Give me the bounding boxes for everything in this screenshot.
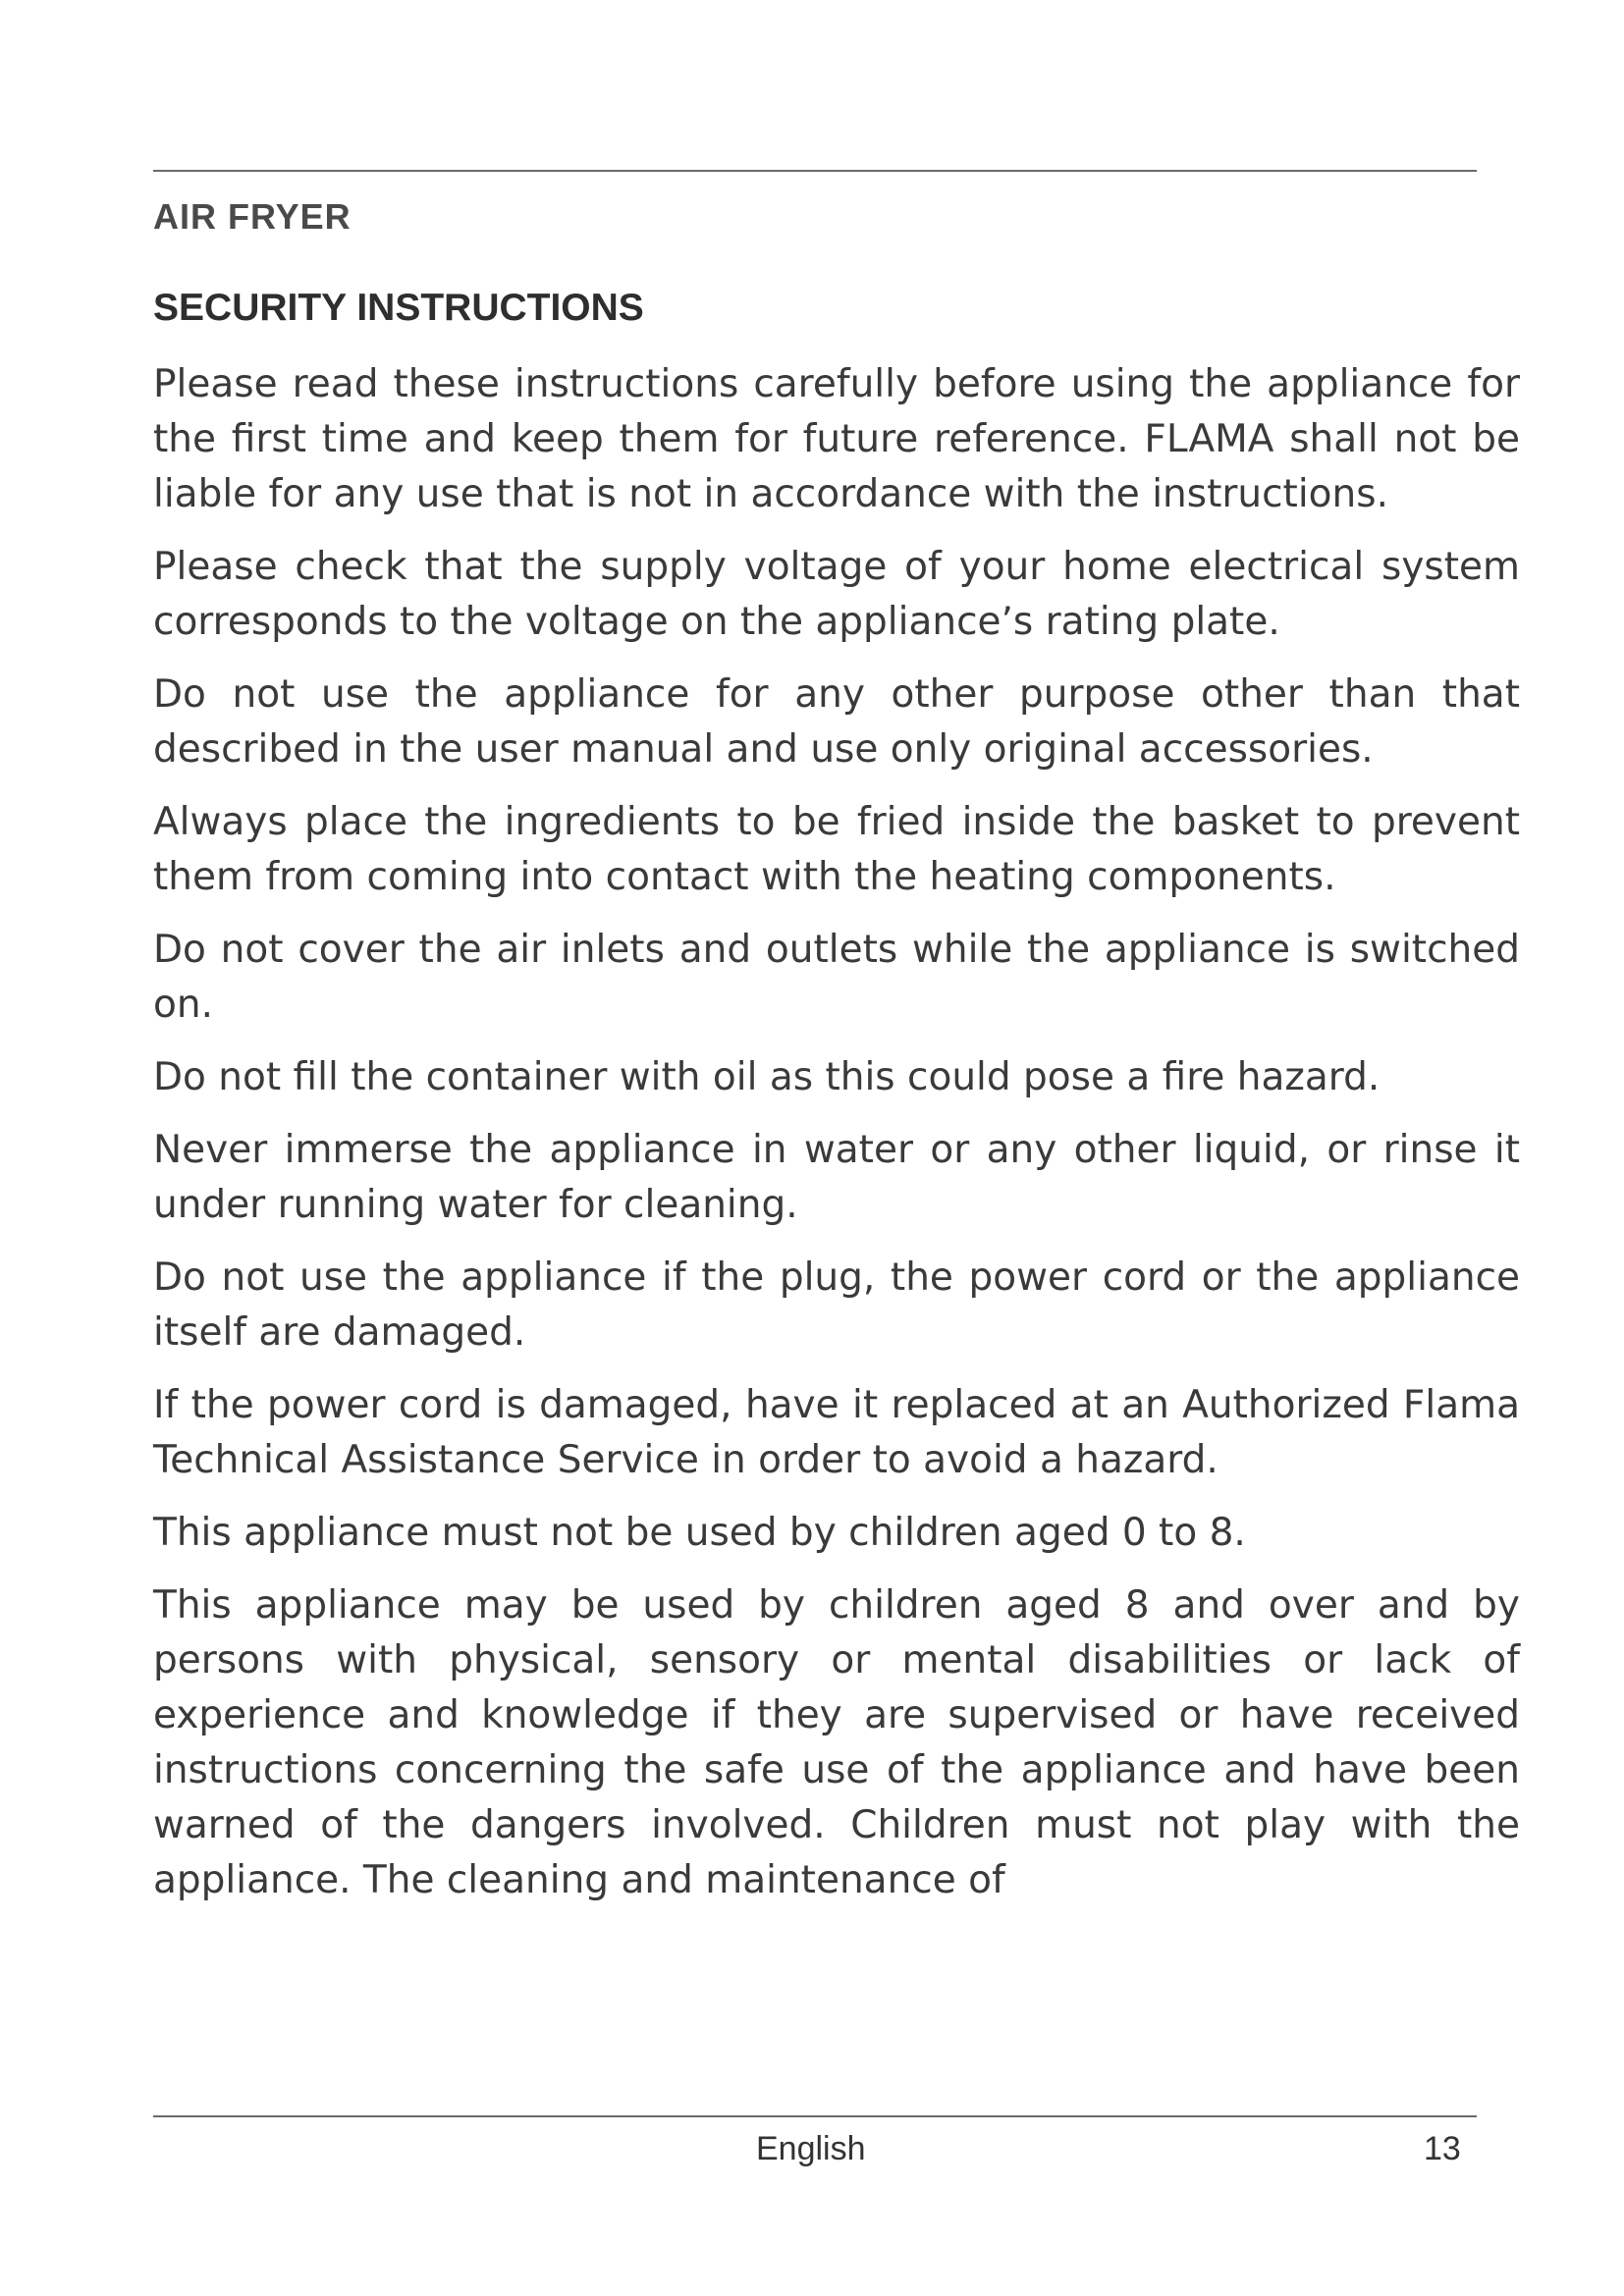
paragraph: Do not cover the air inlets and outlets while the appliance is switched on. — [153, 928, 1520, 1027]
paragraph: If the power cord is damaged, have it replaced at an Authorized Flama Technical Assistance Service in order to avoid a hazard. — [153, 1383, 1520, 1482]
top-divider — [153, 170, 1477, 172]
paragraph: Always place the ingredients to be fried inside the basket to prevent them from coming into contact with the heating components. — [153, 800, 1520, 899]
footer-language: English — [756, 2130, 866, 2167]
paragraph: This appliance may be used by children aged 8 and over and by persons with physical, sensory or mental disabilities or lack of experience and knowledge if they are supervised or have received instructions concerning the safe use of the appliance and have been warned of the dangers involved. Children must not play with the appliance. The cleaning and maintenance of — [153, 1583, 1520, 1902]
paragraph: Do not use the appliance for any other purpose other than that described in the user manual and use only original accessories. — [153, 672, 1520, 772]
bottom-divider — [153, 2115, 1477, 2117]
page-title: SECURITY INSTRUCTIONS — [153, 287, 644, 329]
page-number: 13 — [1424, 2130, 1461, 2167]
instructions-body — [153, 357, 1520, 1926]
paragraph: Please check that the supply voltage of your home electrical system corresponds to the voltage on the appliance’s rating plate. — [153, 545, 1520, 644]
paragraph: Never immerse the appliance in water or any other liquid, or rinse it under running water for cleaning. — [153, 1128, 1520, 1227]
paragraph: Please read these instructions carefully before using the appliance for the first time and keep them for future reference. FLAMA shall not be liable for any use that is not in accordance with the instructions. — [153, 362, 1520, 516]
section-label: AIR FRYER — [153, 196, 352, 237]
paragraph: Do not fill the container with oil as this could pose a fire hazard. — [153, 1055, 1380, 1099]
paragraph: This appliance must not be used by children aged 0 to 8. — [153, 1511, 1246, 1555]
paragraph: Do not use the appliance if the plug, the power cord or the appliance itself are damaged. — [153, 1255, 1520, 1355]
